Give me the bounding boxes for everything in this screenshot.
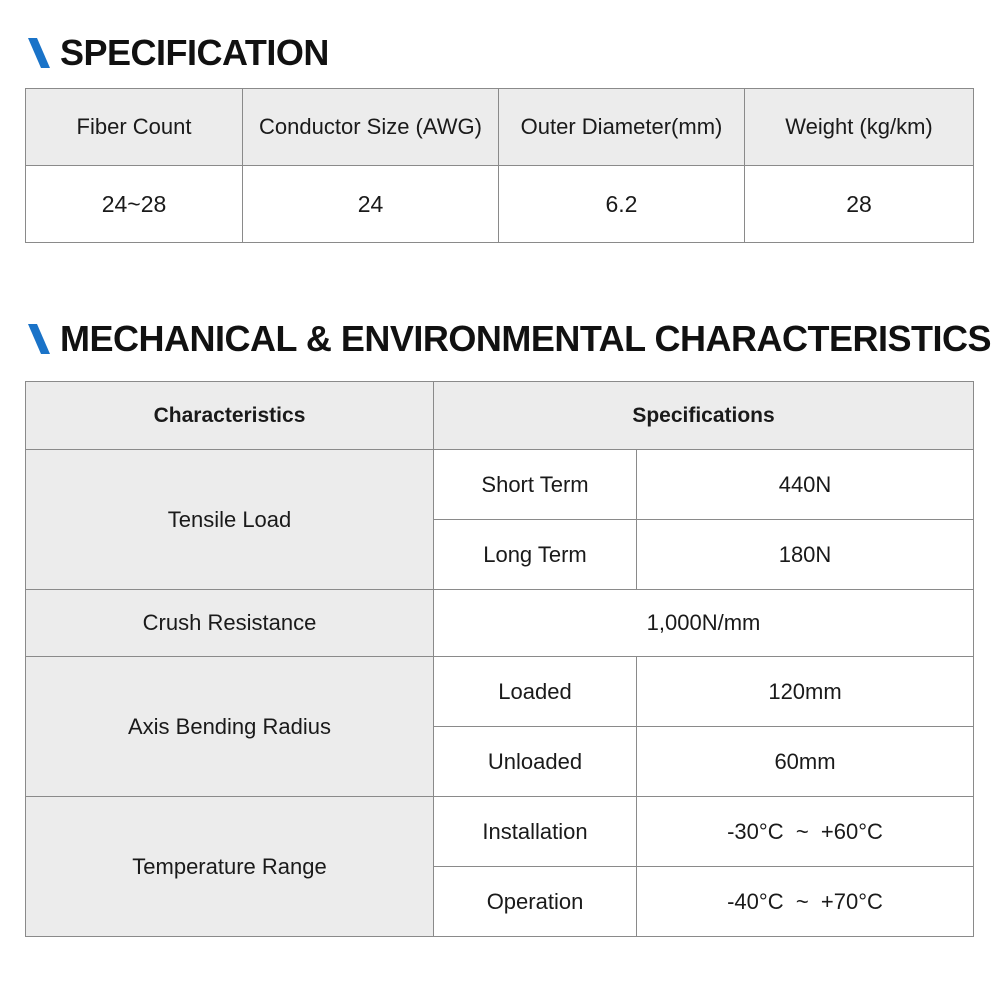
value-fiber-count: 24~28 <box>26 166 243 243</box>
table-row <box>26 590 974 657</box>
header-characteristics: Characteristics <box>26 382 434 450</box>
value-weight: 28 <box>745 166 974 243</box>
tensile-load-label: Tensile Load <box>26 450 434 590</box>
header-conductor-size: Conductor Size (AWG) <box>243 89 499 166</box>
header-fiber-count: Fiber Count <box>26 89 243 166</box>
value-conductor-size: 24 <box>243 166 499 243</box>
mechanical-title: MECHANICAL & ENVIRONMENTAL CHARACTERISTICS <box>60 318 992 359</box>
header-outer-diameter: Outer Diameter(mm) <box>499 89 745 166</box>
axis-bending-radius-label: Axis Bending Radius <box>26 657 434 797</box>
unloaded-value: 60mm <box>637 727 974 797</box>
value-outer-diameter: 6.2 <box>499 166 745 243</box>
mechanical-heading <box>28 318 991 360</box>
operation-value: -40°C ~ +70°C <box>637 867 974 937</box>
crush-resistance-label: Crush Resistance <box>26 590 434 657</box>
crush-resistance-value: 1,000N/mm <box>434 590 974 657</box>
long-term-label: Long Term <box>434 520 637 590</box>
specification-title: SPECIFICATION <box>60 32 329 73</box>
specification-table <box>25 88 974 243</box>
long-term-value: 180N <box>637 520 974 590</box>
installation-value: -30°C ~ +60°C <box>637 797 974 867</box>
header-specifications: Specifications <box>434 382 974 450</box>
table-row <box>26 166 974 243</box>
loaded-label: Loaded <box>434 657 637 727</box>
slash-accent-icon <box>28 38 50 68</box>
operation-label: Operation <box>434 867 637 937</box>
table-row <box>26 657 974 727</box>
table-row <box>26 450 974 520</box>
mechanical-table <box>25 381 974 937</box>
installation-label: Installation <box>434 797 637 867</box>
loaded-value: 120mm <box>637 657 974 727</box>
table-header-row <box>26 382 974 450</box>
short-term-label: Short Term <box>434 450 637 520</box>
header-weight: Weight (kg/km) <box>745 89 974 166</box>
temperature-range-label: Temperature Range <box>26 797 434 937</box>
table-row <box>26 797 974 867</box>
slash-accent-icon <box>28 324 50 354</box>
unloaded-label: Unloaded <box>434 727 637 797</box>
short-term-value: 440N <box>637 450 974 520</box>
table-header-row <box>26 89 974 166</box>
specification-heading <box>28 32 329 74</box>
